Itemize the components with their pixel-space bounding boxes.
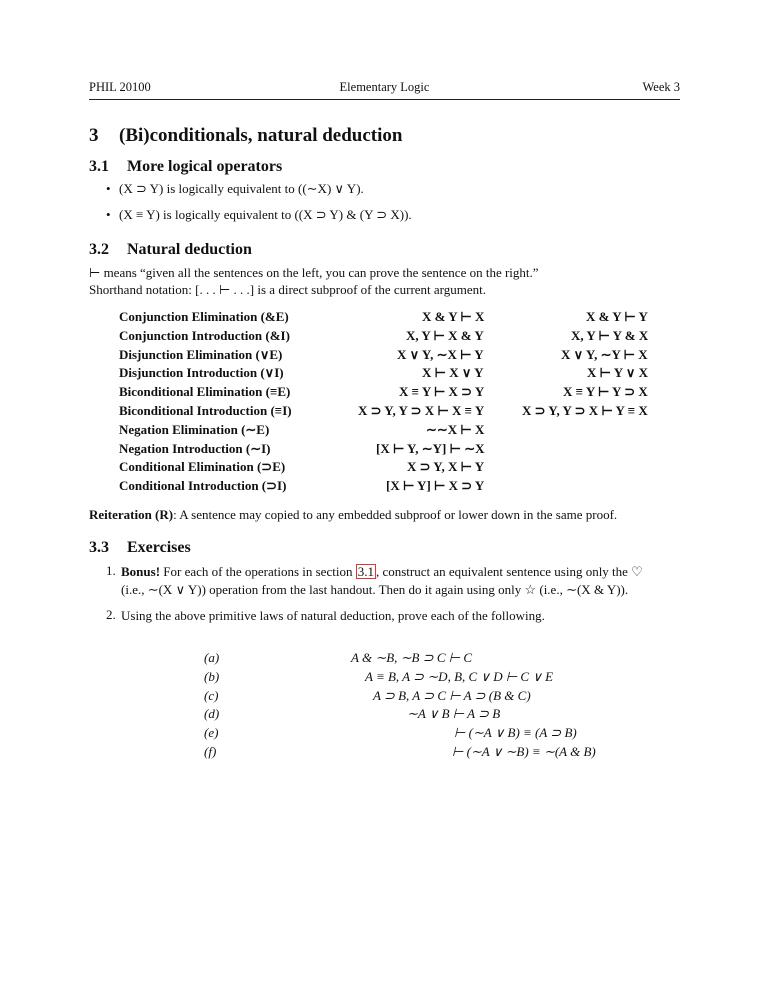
rule-form-b: X ⊢ Y ∨ X [587, 365, 649, 381]
problem-expression: A ⊃ B, A ⊃ C ⊢ A ⊃ (B & C) [373, 687, 531, 703]
rule-form-a: ∼∼X ⊢ X [426, 421, 485, 437]
subsection-number: 3.1 [89, 158, 109, 175]
subsection-heading-3-1 [89, 158, 282, 176]
problem-expression: ⊢ (∼A ∨ ∼B) ≡ ∼(A & B) [452, 744, 596, 759]
subsection-heading-3-2 [89, 241, 252, 259]
problem-label: (f) [204, 744, 217, 759]
rule-form-a: [X ⊢ Y] ⊢ X ⊃ Y [386, 478, 485, 494]
exercise-text: (i.e., ∼(X ∨ Y)) operation from the last handout. Then do it again using only ☆ (i.e., ∼(X & Y)). [121, 582, 629, 597]
rule-name: Conjunction Elimination (&E) [119, 309, 289, 324]
section-title: (Bi)conditionals, natural deduction [119, 125, 403, 146]
subsection-number: 3.3 [89, 539, 109, 556]
rule-name: Disjunction Elimination (∨E) [119, 346, 283, 362]
problem-label: (e) [204, 725, 219, 741]
rule-form-b: X & Y ⊢ Y [586, 309, 648, 324]
course-title: Elementary Logic [339, 80, 430, 94]
bullet-text: (X ⊃ Y) is logically equivalent to ((∼X) ∨ Y). [119, 181, 364, 196]
section-ref-link[interactable]: 3.1 [357, 564, 374, 579]
bullet-glyph: • [106, 207, 111, 222]
problem-label: (b) [204, 668, 220, 684]
course-code: PHIL 20100 [89, 80, 151, 94]
week-label: Week 3 [642, 80, 680, 94]
exercise-text: , construct an equivalent sentence using only the ♡ [375, 564, 643, 579]
subsection-title: More logical operators [127, 158, 283, 175]
rule-form-a: X & Y ⊢ X [422, 309, 485, 324]
problem-label: (a) [204, 650, 220, 665]
subsection-title: Natural deduction [127, 241, 252, 258]
bullet-text: (X ≡ Y) is logically equivalent to ((X ⊃ Y) & (Y ⊃ X)). [119, 207, 412, 222]
rule-form-a: X ≡ Y ⊢ X ⊃ Y [399, 384, 485, 400]
bonus-label: Bonus! [121, 564, 161, 579]
rule-name: Negation Introduction (∼I) [119, 440, 271, 456]
rule-form-a: X ⊢ X ∨ Y [422, 365, 484, 381]
section-heading [89, 125, 402, 147]
section-number: 3 [89, 125, 99, 146]
rule-name: Conditional Introduction (⊃I) [119, 478, 287, 494]
turnstile-definition: ⊢ means “given all the sentences on the left, you can prove the sentence on the right.” [89, 265, 539, 280]
rule-name: Conjunction Introduction (&I) [119, 327, 290, 343]
rule-form-b: X, Y ⊢ Y & X [571, 327, 649, 343]
reiteration-label: Reiteration (R) [89, 507, 174, 522]
rule-name: Biconditional Introduction (≡I) [119, 403, 292, 418]
rule-form-a: [X ⊢ Y, ∼Y] ⊢ ∼X [376, 440, 485, 456]
rule-name: Biconditional Elimination (≡E) [119, 384, 291, 400]
running-header [89, 80, 680, 98]
exercise-text: For each of the operations in section [160, 564, 356, 579]
rule-form-a: X ⊃ Y, Y ⊃ X ⊢ X ≡ Y [358, 403, 485, 418]
exercise-number: 2. [106, 607, 116, 622]
rule-name: Disjunction Introduction (∨I) [119, 365, 284, 381]
problem-expression: ⊢ (∼A ∨ B) ≡ (A ⊃ B) [454, 725, 577, 741]
problem-expression: A & ∼B, ∼B ⊃ C ⊢ C [351, 650, 473, 665]
subsection-heading-3-3 [89, 539, 191, 557]
rule-form-b: X ≡ Y ⊢ Y ⊃ X [563, 384, 648, 400]
rule-name: Negation Elimination (∼E) [119, 421, 270, 437]
problem-expression: A ≡ B, A ⊃ ∼D, B, C ∨ D ⊢ C ∨ E [365, 668, 554, 684]
rule-form-a: X, Y ⊢ X & Y [406, 327, 484, 343]
reiteration-rule [89, 507, 617, 523]
exercise-number: 1. [106, 563, 116, 578]
problem-label: (d) [204, 706, 220, 722]
subsection-title: Exercises [127, 539, 191, 556]
problem-label: (c) [204, 687, 219, 703]
reiteration-text: : A sentence may copied to any embedded subproof or lower down in the same proof. [173, 507, 618, 522]
rule-form-b: X ∨ Y, ∼Y ⊢ X [561, 346, 648, 362]
rule-form-b: X ⊃ Y, Y ⊃ X ⊢ Y ≡ X [522, 403, 648, 418]
bullet-glyph: • [106, 181, 111, 196]
subsection-number: 3.2 [89, 241, 109, 258]
rule-form-a: X ∨ Y, ∼X ⊢ Y [397, 346, 484, 362]
shorthand-notation: Shorthand notation: [. . . ⊢ . . .] is a direct subproof of the current argument. [89, 282, 487, 297]
exercise-text: Using the above primitive laws of natural deduction, prove each of the following. [121, 608, 545, 623]
rule-form-a: X ⊃ Y, X ⊢ Y [407, 459, 485, 475]
header-rule [89, 99, 680, 100]
problem-expression: ∼A ∨ B ⊢ A ⊃ B [407, 706, 501, 722]
rule-name: Conditional Elimination (⊃E) [119, 459, 286, 475]
